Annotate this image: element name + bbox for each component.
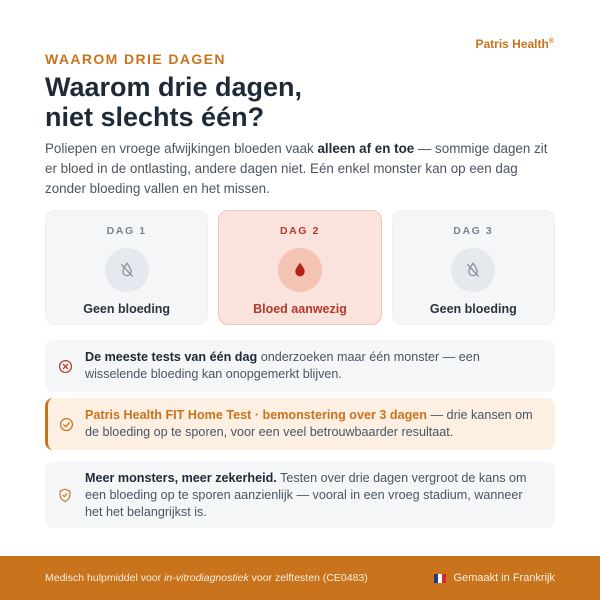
footer-bar xyxy=(0,556,600,600)
no-drop-icon xyxy=(118,261,136,279)
blood-drop-icon xyxy=(292,261,308,279)
check-circle-icon xyxy=(59,417,74,432)
no-drop-icon xyxy=(464,261,482,279)
made-in-badge xyxy=(434,572,555,584)
brand-logo xyxy=(475,37,554,51)
day-status: Bloed aanwezig xyxy=(253,302,347,316)
day-status: Geen bloeding xyxy=(429,302,517,316)
intro-emphasis: alleen af en toe xyxy=(317,141,415,156)
day-cards xyxy=(45,210,555,325)
card-body: — drie kansen om de bloeding op te sporen, voor een veel betrouwbaarder resultaat. xyxy=(85,408,533,439)
eyebrow-label: WAAROM DRIE DAGEN xyxy=(45,51,226,67)
day-icon-circle xyxy=(105,248,149,292)
card-text xyxy=(85,407,555,441)
intro-text-1: Poliepen en vroege afwijkingen bloeden vaak xyxy=(45,141,318,156)
brand-name: Patris Health xyxy=(475,37,549,51)
regulatory-disclaimer xyxy=(45,572,368,584)
icon-slot xyxy=(48,417,85,432)
day-label: DAG 1 xyxy=(106,225,147,237)
registered-mark: ® xyxy=(548,38,554,45)
disclaimer-text-end: voor zelftesten (CE0483) xyxy=(248,572,368,584)
shield-check-icon xyxy=(58,488,72,503)
icon-slot xyxy=(45,488,85,503)
day-icon-circle xyxy=(451,248,495,292)
day-status: Geen bloeding xyxy=(83,302,171,316)
card-body: onderzoeken maar één monster — een wisselende bloeding kan onopgemerkt blijven. xyxy=(85,350,480,381)
title-line-2: niet slechts één? xyxy=(45,102,265,132)
day-card-3 xyxy=(392,210,555,325)
intro-paragraph xyxy=(45,139,560,199)
day-icon-circle xyxy=(278,248,322,292)
made-in-label: Gemaakt in Frankrijk xyxy=(453,572,555,584)
intro-text-2: — sommige dagen zit er bloed in de ontlasting, andere dagen niet. Eén enkel monster kan op een dag zonder bloeding vallen en het missen. xyxy=(45,141,548,196)
card-text xyxy=(85,470,555,521)
day-card-1 xyxy=(45,210,208,325)
disclaimer-text: Medisch hulpmiddel voor xyxy=(45,572,165,584)
disclaimer-emphasis: in-vitrodiagnostiek xyxy=(164,572,249,584)
title-line-1: Waarom drie dagen, xyxy=(45,72,303,102)
icon-slot xyxy=(45,359,85,374)
card-emphasis: Patris Health FIT Home Test · bemonstering over 3 dagen xyxy=(85,408,427,422)
x-circle-icon xyxy=(58,359,73,374)
card-body: Testen over drie dagen vergroot de kans om een bloeding op te sporen aanzienlijk — vooral in een vroeg stadium, wanneer het het belangrijkst is. xyxy=(85,470,527,519)
page-title xyxy=(45,72,445,132)
card-emphasis: Meer monsters, meer zekerheid. xyxy=(85,470,277,485)
card-emphasis: De meeste tests van één dag xyxy=(85,350,258,364)
three-day-test-note xyxy=(45,398,555,450)
single-day-test-note xyxy=(45,340,555,392)
day-card-2 xyxy=(218,210,381,325)
card-text xyxy=(85,349,555,383)
flag-france-icon xyxy=(434,574,446,583)
day-label: DAG 3 xyxy=(453,225,494,237)
more-samples-note xyxy=(45,462,555,528)
day-label: DAG 2 xyxy=(279,225,321,237)
